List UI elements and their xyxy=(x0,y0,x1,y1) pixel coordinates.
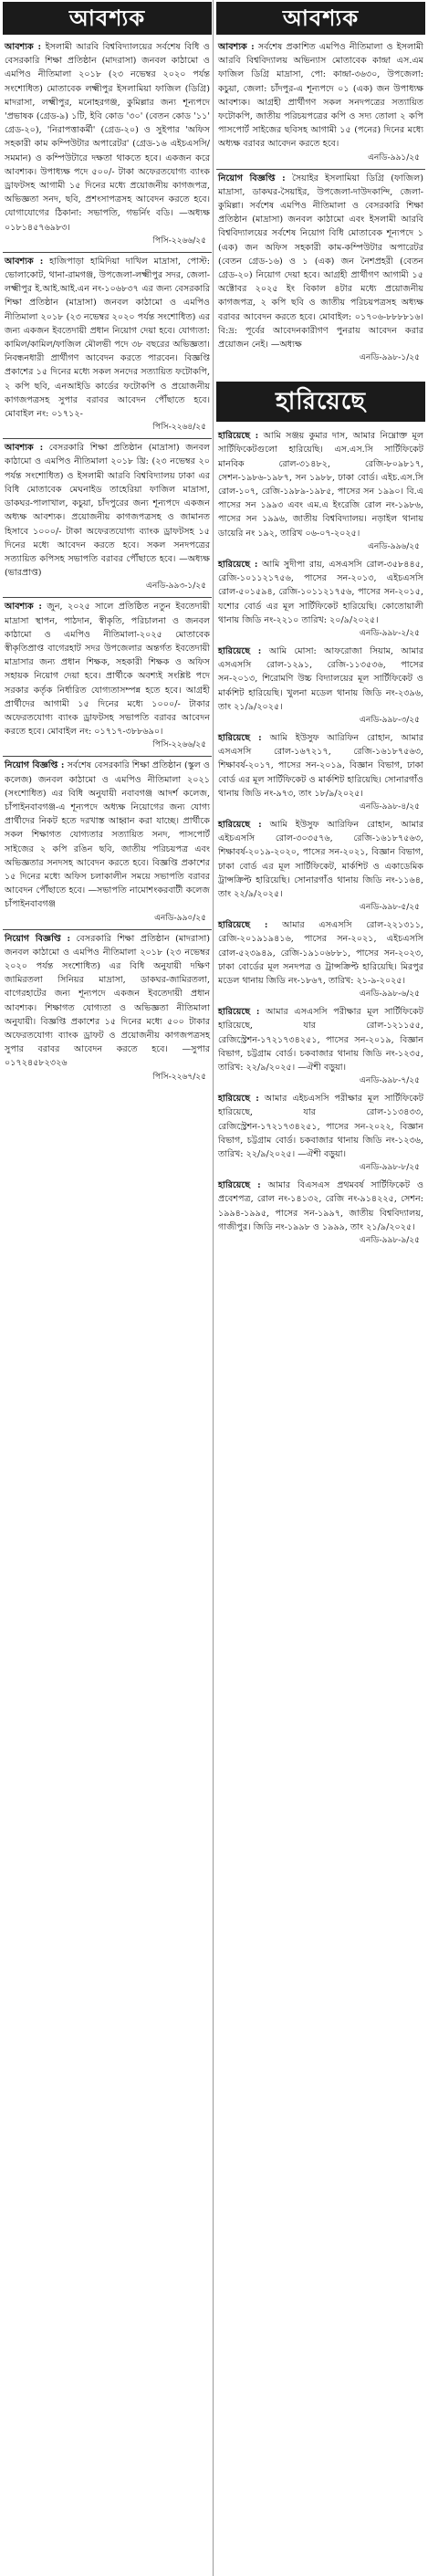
ad-body: বেসরকারি শিক্ষা প্রতিষ্ঠান (মাদরাসা) জনবল কাঠামো ও এমপিও নীতিমালা ২০১৮ (২৩ নভেম্বর ২০২০ পর্যন্ত সংশোধিত) এর বিধি অনুযায়ী দক্ষিণ জামিরতলা সিনিয়র মাদ্রাসা, ডাকঘর-জামিরতলা, বাগেরহাটের জন্য শূন্যপদে একজন ইবতেদায়ী প্রধান আবশ্যক। শিক্ষাগত যোগ্যতা ও অভিজ্ঞতা নীতিমালা অনুযায়ী। বিজ্ঞপ্তি প্রকাশের ১৫ দিনের মধ্যে ৫০০ টাকার অফেরতযোগ্য ব্যাংক ড্রাফট ও প্রয়োজনীয় কাগজপত্রসহ সুপার বরাবর আবেদন করতে হবে। xyxy=(5,933,210,1055)
ad-reference: পিসি-২২৬৬/২৫ xyxy=(152,740,206,750)
ad-sign: —অধ্যক্ষ (ভারপ্রাপ্ত) xyxy=(5,553,210,579)
lost-notice xyxy=(216,427,425,556)
notice-lead: হারিয়েছে : xyxy=(218,1007,260,1018)
notice-lead: হারিয়েছে : xyxy=(218,1180,261,1191)
ad-body: সৈয়াইর ইসলামিয়া ডিগ্রি (ফাজিল) মাদ্রাসা, ডাকঘর-সৈয়াইর, উপজেলা-দাউদকান্দি, জেলা-কুমিল্লা। সর্বশেষ এমপিও নীতিমালা ও বেসরকারি শিক্ষা প্রতিষ্ঠান (মাদ্রাসা) জনবল কাঠামো এবং ইসলামী আরবি বিশ্ববিদ্যালয়ের সর্বশেষ নিয়োগ বিধি মোতাবেক শূন্যপদে ১ (এক) জন অফিস সহকারী কাম-কম্পিউটার অপারেটর (বেতন গ্রেড-১৬) ও ১ (এক) জন নৈশপ্রহরী (বেতন গ্রেড-২০) নিয়োগ দেয়া হবে। আগ্রহী প্রার্থীগণ আগামী ১৫ অক্টোবর ২০২৫ ইং বিকাল ৪টার মধ্যে প্রয়োজনীয় কাগজপত্র, ২ কপি ছবি ও জাতীয় পরিচয়পত্রসহ অধ্যক্ষ বরাবর আবেদন করতে হবে। মোবাইল: ০১৭০৬-৮৮৮৮১৬। বি:দ্র: পূর্বের আবেদনকারীগণ পুনরায় আবেদন করার প্রয়োজন নেই। —অধ্যক্ষ xyxy=(218,173,423,351)
ad-lead: আবশ্যক : xyxy=(5,42,42,52)
wanted-banner-left: আবশ্যক xyxy=(3,2,212,35)
column-rule xyxy=(213,0,214,2576)
notice-body: আমি সঞ্জয় কুমার দাস, আমার নিম্নোক্ত মূল সার্টিফিকেটগুলো হারিয়েছি। এস.এস.সি সার্টিফিকেট মানবিক রোল-৩১৪৮২, রেজি-৮০৯৮১৭, সেশন-১৯৮৬-১৯৮৭, সন ১৯৮৮, ঢাকা বোর্ড। এইচ.এস.সি রোল-১০৭, রেজি-১৯৮৯-১৯৮৫, পাসের সন ১৯৯০। বি.এ পাসের সন ১৯৯৩ এবং এম.এ ইংরেজি রোল নং-১৯৮৬, পাসের সন ১৯৯৬, জাতীয় বিশ্ববিদ্যালয়। নড়াইল থানায় ডায়েরি নং ১৯২, তারিখ ০৬-০৭-২০২৫। xyxy=(218,431,423,539)
ad-sign: —সভাপতি নামোশংকরবাটী কলেজ চাঁপাইনবাবগঞ্জ xyxy=(5,885,210,910)
classified-ad xyxy=(216,170,425,368)
left-column xyxy=(3,0,212,1086)
notice-reference: এনডি-৯৯৮-৪/২৫ xyxy=(360,801,420,812)
lost-notice xyxy=(216,729,425,816)
lost-notice xyxy=(216,916,425,1003)
ad-text xyxy=(3,38,212,235)
notice-text xyxy=(216,729,425,801)
notice-lead: হারিয়েছে : xyxy=(218,732,262,743)
notice-reference: এনডি-৯৯৮-৩/২৫ xyxy=(359,715,420,725)
ad-lead: আবশ্যক : xyxy=(5,602,42,613)
notice-text xyxy=(216,1003,425,1074)
classified-ad xyxy=(216,38,425,170)
ad-text xyxy=(3,757,212,911)
notice-reference: এনডি-৯৯৮-৬/২৫ xyxy=(359,990,420,1000)
ad-reference: পিসি-২২৬৭/২৫ xyxy=(152,1072,206,1082)
notice-body: আমার এসএসসি রোল-২২১৩১১, রেজি-২০১৯১৯৪১৬, পাসের সন-২০২১, এইচএসসি রোল-৫২৩৯৪৯, রেজি-১৯১০৬৮৮১, পাসের সন-২০২৩, ঢাকা বোর্ডের মূল সনদপত্র ও ট্রান্সক্রিপ্ট হারিয়েছি। মিরপুর মডেল থানায় জিডি নং-১৮৬৭, তারিখ: ২১-৯-২০২৫। xyxy=(218,920,423,986)
notice-body: আমার এইচএসসি পরীক্ষার মূল সার্টিফিকেট হারিয়েছে, যার রোল-১১৩৪৩৩, রেজিস্ট্রেশন-১৭২১৭৩৪২৫১, পাসের সন-২০২২, বিজ্ঞান বিভাগ, চট্টগ্রাম বোর্ড। চকবাজার থানায় জিডি নং-১২৩৬, তারিখ: ২২/৯/২০২৫। xyxy=(218,1094,423,1159)
classified-ad xyxy=(3,253,212,439)
ad-sign: —সুপার ০১৭২৪৫৮২৩২৬ xyxy=(5,1044,210,1069)
ad-body: সর্বশেষ প্রকাশিত এমপিও নীতিমালা ও ইসলামী আরবি বিশ্ববিদ্যালয় অভিন্যাস মোতাবেক কান্দ্রা এস.এম ফাজিল ডিগ্রি মাদ্রাসা, পো: কান্দ্রা-৩৬৩০, উপজেলা: কচুয়া, জেলা: চাঁদপুর-এ শূন্যপদে ০১ (এক) জন উপাধ্যক্ষ আবশ্যক। আগ্রহী প্রার্থীগণ সকল সনদপত্রের সত্যায়িত ফটোকপি, জাতীয় পরিচয়পত্রের কপি ও সদ্য তোলা ২ কপি পাসপোর্ট সাইজের ছবিসহ আগামী ১৫ (পনের) দিনের মধ্যে অধ্যক্ষ বরাবর আবেদন করতে হবে। xyxy=(218,42,424,150)
notice-reference: এনডি-৯৯৮-৮/২৫ xyxy=(360,1163,420,1173)
ad-lead: আবশ্যক : xyxy=(218,42,255,52)
ad-text xyxy=(216,38,425,152)
classified-ad xyxy=(3,439,212,598)
ad-body: বেসরকারি শিক্ষা প্রতিষ্ঠান (মাদ্রাসা) জনবল কাঠামো ও এমপিও নীতিমালা ২০১৮ খ্রি: (২৩ নভেম্বর ২০ পর্যন্ত সংশোধিত) ও ইসলামী আরবি বিশ্ববিদ্যালয় ঢাকা এর বিধি মোতাবেক মেঘনাইড তাহেরিয়া ফাজিল মাদ্রাসা, ডাকঘর-পালাখাল, কচুয়া, চাঁদপুরের জন্য শূন্যপদে একজন অধ্যক্ষ আবশ্যক। প্রয়োজনীয় কাগজপত্রসহ ও জামানত হিসাবে ১০০০/- টাকা অফেরতযোগ্য ব্যাংক ড্রাফটসহ ১৫ দিনের মধ্যে আবেদন করতে হবে। সকল সনদপত্রের সত্যায়িত কপিসহ সভাপতি বরাবর পৌঁছাতে হবে। xyxy=(5,443,210,564)
notice-text xyxy=(216,816,425,901)
ad-body: ইসলামী আরবি বিশ্ববিদ্যালয়ের সর্বশেষ বিধি ও বেসরকারি শিক্ষা প্রতিষ্ঠান (মাদরাসা) জনবল কাঠামো ও এমপিও নীতিমালা ২০১৮ (২৩ নভেম্বর ২০২০ পর্যন্ত সংশোধিত) মোতাবেক লক্ষ্মীপুর ইসলামিয়া ফাজিল (ডিগ্রি) মাদরাসা, লক্ষ্মীপুর, মনোহরগঞ্জ, কুমিল্লার জন্য শূন্যপদে 'প্রভাষক (গ্রেড-৯) ১টি, ইবি কোড '৩০' (বেতন কোড '১১' গ্রেড-২০), 'নিরাপত্তাকর্মী' (গ্রেড-২০) ও সুইপার 'অফিস সহকারী কাম কম্পিউটার অপারেটর' (গ্রেড-১৬ এইচএসসি/সমমান) ও কম্পিউটারে দক্ষতা থাকতে হবে। একজন করে আবশ্যক। উপাধ্যক্ষ পদে ৫০০/- টাকা অফেরতযোগ্য ব্যাংক ড্রাফটসহ আগামী ১৫ দিনের মধ্যে প্রয়োজনীয় কাগজপত্র, অভিজ্ঞতা সনদ, ছবি, প্রশংসাপত্রসহ আবেদন করতে হবে। যোগাযোগের ঠিকানা: সভাপতি, গভর্নিং বডি। xyxy=(5,42,210,219)
ad-reference: এনডি-৯৯০/২৫ xyxy=(154,913,206,923)
notice-body: আমি ইউসুফ আরিফিন রোহান, আমার এইচএসসি রোল-৩০৩৫৭৬, রেজি-১৬১৮৭৫৬৩, শিক্ষাবর্ষ-২০১৯-২০২০, পাসের সন-২০২১, বিজ্ঞান বিভাগ, ঢাকা বোর্ড এর মূল সার্টিফিকেট, মার্কশিট ও একাডেমিক ট্রান্সক্রিপ্ট হারিয়েছি। সোনারগাঁও থানায় জিডি নং-১১৬৪, তাং ২২/৯/২০২৫। xyxy=(218,819,423,899)
ad-sign: —অধ্যক্ষ ০১৮১৪৫৭৬৯৮৩। xyxy=(5,208,210,233)
notice-body: আমার বিএসএস প্রথমবর্ষ সার্টিফিকেট ও প্রবেশপত্র, রোল নং-১৪১৩২, রেজি নং-৯১৪২২৫, সেশন: ১৯৯৪-১৯৯৫, পাসের সন-১৯৯৭, জাতীয় বিশ্ববিদ্যালয়, গাজীপুর। জিডি নং-১৯৯৮ ও ১৯৯৯, তাং ২১/৯/২০২৫। xyxy=(218,1180,423,1232)
lost-notice xyxy=(216,556,425,643)
right-column xyxy=(216,0,425,1250)
ad-text xyxy=(3,253,212,421)
ad-reference: এনডি-৯৯৩-১/২৫ xyxy=(145,581,206,592)
ad-reference: পিসি-২২৬৪/২৫ xyxy=(152,423,206,433)
ad-reference: পিসি-২২৬৬/২৫ xyxy=(152,236,206,246)
ad-lead: আবশ্যক : xyxy=(5,443,44,454)
notice-sign: —ঐশী বড়ুয়া। xyxy=(298,1149,347,1159)
notice-text xyxy=(216,1177,425,1234)
ad-lead: নিয়োগ বিজ্ঞপ্তি : xyxy=(218,173,286,183)
classified-ad xyxy=(3,598,212,757)
classified-ad xyxy=(3,38,212,253)
classified-ad xyxy=(3,930,212,1086)
wanted-banner-right: আবশ্যক xyxy=(216,2,425,35)
notice-reference: এনডি-৯৯৮-৭/২৫ xyxy=(359,1076,420,1086)
lost-notice xyxy=(216,1090,425,1177)
notice-body: আমি সুদীপা রায়, এসএসসি রোল-৩৫৮৪৪৫, রেজি-১০১১২১৭৫৬, পাসের সন-২০১৩, এইচএসসি রোল-৫০১৫৯৪, রেজি-১০১১২১৭৫৬, পাসের সন-২০১৫, যশোর বোর্ড এর মূল সার্টিফিকেট হারিয়েছি। কোতোয়ালী থানায় জিডি নং-২২১০ তারিখ: ২০/৯/২০২৫। xyxy=(218,559,423,625)
ad-body: হাজিপাড়া হামিদিয়া দাখিল মাদ্রাসা, পোস্ট: ভোলাকোট, থানা-রামগঞ্জ, উপজেলা-লক্ষ্মীপুর সদর, জেলা-লক্ষ্মীপুর ই.আই.আই.এন নং-১০৬৮৩৭ এর জন্য বেসরকারি শিক্ষা প্রতিষ্ঠান (মাদ্রাসা) জনবল কাঠামো ও এমপিও নীতিমালা ২০১৮ (২৩ নভেম্বর ২০২০ পর্যন্ত সংশোধিত) এর জন্য একজন ইবতেদায়ী প্রধান নিয়োগ দেয়া হবে। যোগ্যতা: কামিল/কামিল/ফাজিল মৌলভী পদে ৩৮ বছরের অভিজ্ঞতা। নিবন্ধনধারী প্রার্থীগণ আবেদন করতে পারবেন। বিজ্ঞপ্তি প্রকাশের ১৫ দিনের মধ্যে সকল সনদের সত্যায়িত ফটোকপি, ২ কপি ছবি, এনআইডি কার্ডের ফটোকপি ও প্রয়োজনীয় কাগজপত্রসহ সুপার বরাবর আবেদন পৌঁছাতে হবে। মোবাইল নং: ০১৭১২- xyxy=(5,256,210,420)
classified-ad xyxy=(3,757,212,929)
ad-body: জুন, ২০২৫ সালে প্রতিষ্ঠিত নতুন ইবতেদায়ী মাদ্রাসা স্থাপন, পাঠদান, স্বীকৃতি, পরিচালনা ও জনবল কাঠামো ও এমপিও নীতিমালা-২০২৫ মোতাবেক স্বীকৃতিপ্রাপ্ত বাগেরহাট সদর উপজেলার অন্তর্গত ইবতেদায়ী মাদ্রাসার জন্য প্রধান শিক্ষক, সহকারী শিক্ষক ও অফিস সহায়ক নিয়োগ দেয়া হবে। প্রার্থীকে অবশ্যই সংশ্লিষ্ট পদে সরকার কর্তৃক নির্ধারিত যোগ্যতাসম্পন্ন হতে হবে। আগ্রহী প্রার্থীদের আগামী ১৫ দিনের মধ্যে ১০০০/- টাকার অফেরতযোগ্য ব্যাংক ড্রাফটসহ সভাপতি বরাবর আবেদন করতে হবে। মোবাইল নং: ০১৭১৭-৩৮৮৬৯০। xyxy=(5,602,210,738)
notice-lead: হারিয়েছে : xyxy=(218,920,268,931)
lost-notice xyxy=(216,1003,425,1090)
notice-body: আমি ইউসুফ আরিফিন রোহান, আমার এসএসসি রোল-১৬৭২১৭, রেজি-১৬১৮৭৫৬৩, শিক্ষাবর্ষ-২০১৭, পাসের সন-২০১৯, বিজ্ঞান বিভাগ, ঢাকা বোর্ড এর মূল সার্টিফিকেট ও মার্কশিট হারিয়েছি। সোনারগাঁও থানায় জিডি নং-৯৭৩, তাং ১৮/৯/২০২৫। xyxy=(218,732,423,799)
notice-lead: হারিয়েছে : xyxy=(218,1094,259,1105)
ad-text xyxy=(3,930,212,1071)
ad-lead: নিয়োগ বিজ্ঞপ্তি : xyxy=(5,760,65,771)
lost-banner: হারিয়েছে xyxy=(216,382,425,422)
notice-text xyxy=(216,1090,425,1161)
ad-reference: এনডি-৯৯৮-১/২৫ xyxy=(360,353,420,363)
notice-reference: এনডি-৯৯৮-২/২৫ xyxy=(359,628,420,638)
notice-text xyxy=(216,427,425,540)
ad-lead: আবশ্যক : xyxy=(5,256,44,267)
notice-lead: হারিয়েছে : xyxy=(218,645,262,656)
notice-text xyxy=(216,916,425,988)
lost-notice xyxy=(216,816,425,916)
ad-text xyxy=(3,598,212,738)
lost-notice xyxy=(216,643,425,729)
notice-lead: হারিয়েছে : xyxy=(218,431,259,442)
ad-reference: এনডি-৯৯১/২৫ xyxy=(368,152,420,162)
ad-text xyxy=(216,170,425,352)
notice-reference: এনডি-৯৯৬/২৫ xyxy=(368,541,420,551)
notice-reference: এনডি-৯৯৮-৯/২৫ xyxy=(360,1236,420,1246)
ad-body: সর্বশেষ বেসরকারি শিক্ষা প্রতিষ্ঠান (স্কুল ও কলেজ) জনবল কাঠামো ও এমপিও নীতিমালা ২০২১ (সংশোধিত) এর বিধি অনুযায়ী নবাবগঞ্জ আদর্শ কলেজ, চাঁপাইনবাবগঞ্জ-এ শূন্যপদে অধ্যক্ষ নিয়োগের জন্য যোগ্য প্রার্থীদের নিকট হতে দরখাস্ত আহ্বান করা যাচ্ছে। প্রার্থীকে সকল শিক্ষাগত যোগ্যতার সত্যায়িত সনদ, পাসপোর্ট সাইজের ২ কপি রঙিন ছবি, জাতীয় পরিচয়পত্র এবং অভিজ্ঞতার সনদসহ আবেদন করতে হবে। বিজ্ঞপ্তি প্রকাশের ১৫ দিনের মধ্যে অফিস চলাকালীন সময়ে সভাপতি বরাবর আবেদন পৌঁছাতে হবে। xyxy=(5,760,210,896)
notice-text xyxy=(216,643,425,714)
notice-sign: —ঐশী বড়ুয়া। xyxy=(298,1062,347,1073)
lost-notice xyxy=(216,1177,425,1250)
notice-lead: হারিয়েছে : xyxy=(218,559,258,570)
notice-body: আমার এসএসসি পরীক্ষার মূল সার্টিফিকেট হারিয়েছে, যার রোল-১২১১৫৫, রেজিস্ট্রেশন-১৭২১৭৩৪২৫১, পাসের সন-২০১৯, বিজ্ঞান বিভাগ, চট্টগ্রাম বোর্ড। চকবাজার থানায় জিডি নং-১২৩৫, তারিখ: ২২/৯/২০২৫। xyxy=(218,1007,423,1073)
notice-body: আমি মোসা: আফরোজা সিয়াম, আমার এসএসসি রোল-১২৯১, রেজি-১১৩৫৩৬, পাসের সন-২০১৩, শিরোমণি উচ্চ বিদ্যালয়ের মূল সার্টিফিকেট ও মার্কশিট হারিয়েছি। খুলনা মডেল থানায় জিডি নং-২৩৯৬, তাং ২১/৯/২০২৫। xyxy=(218,645,423,712)
notice-reference: এনডি-৯৯৮-৫/২৫ xyxy=(360,903,420,913)
notice-text xyxy=(216,556,425,627)
ad-lead: নিয়োগ বিজ্ঞপ্তি : xyxy=(5,933,71,944)
ad-text xyxy=(3,439,212,580)
notice-lead: হারিয়েছে : xyxy=(218,819,262,830)
